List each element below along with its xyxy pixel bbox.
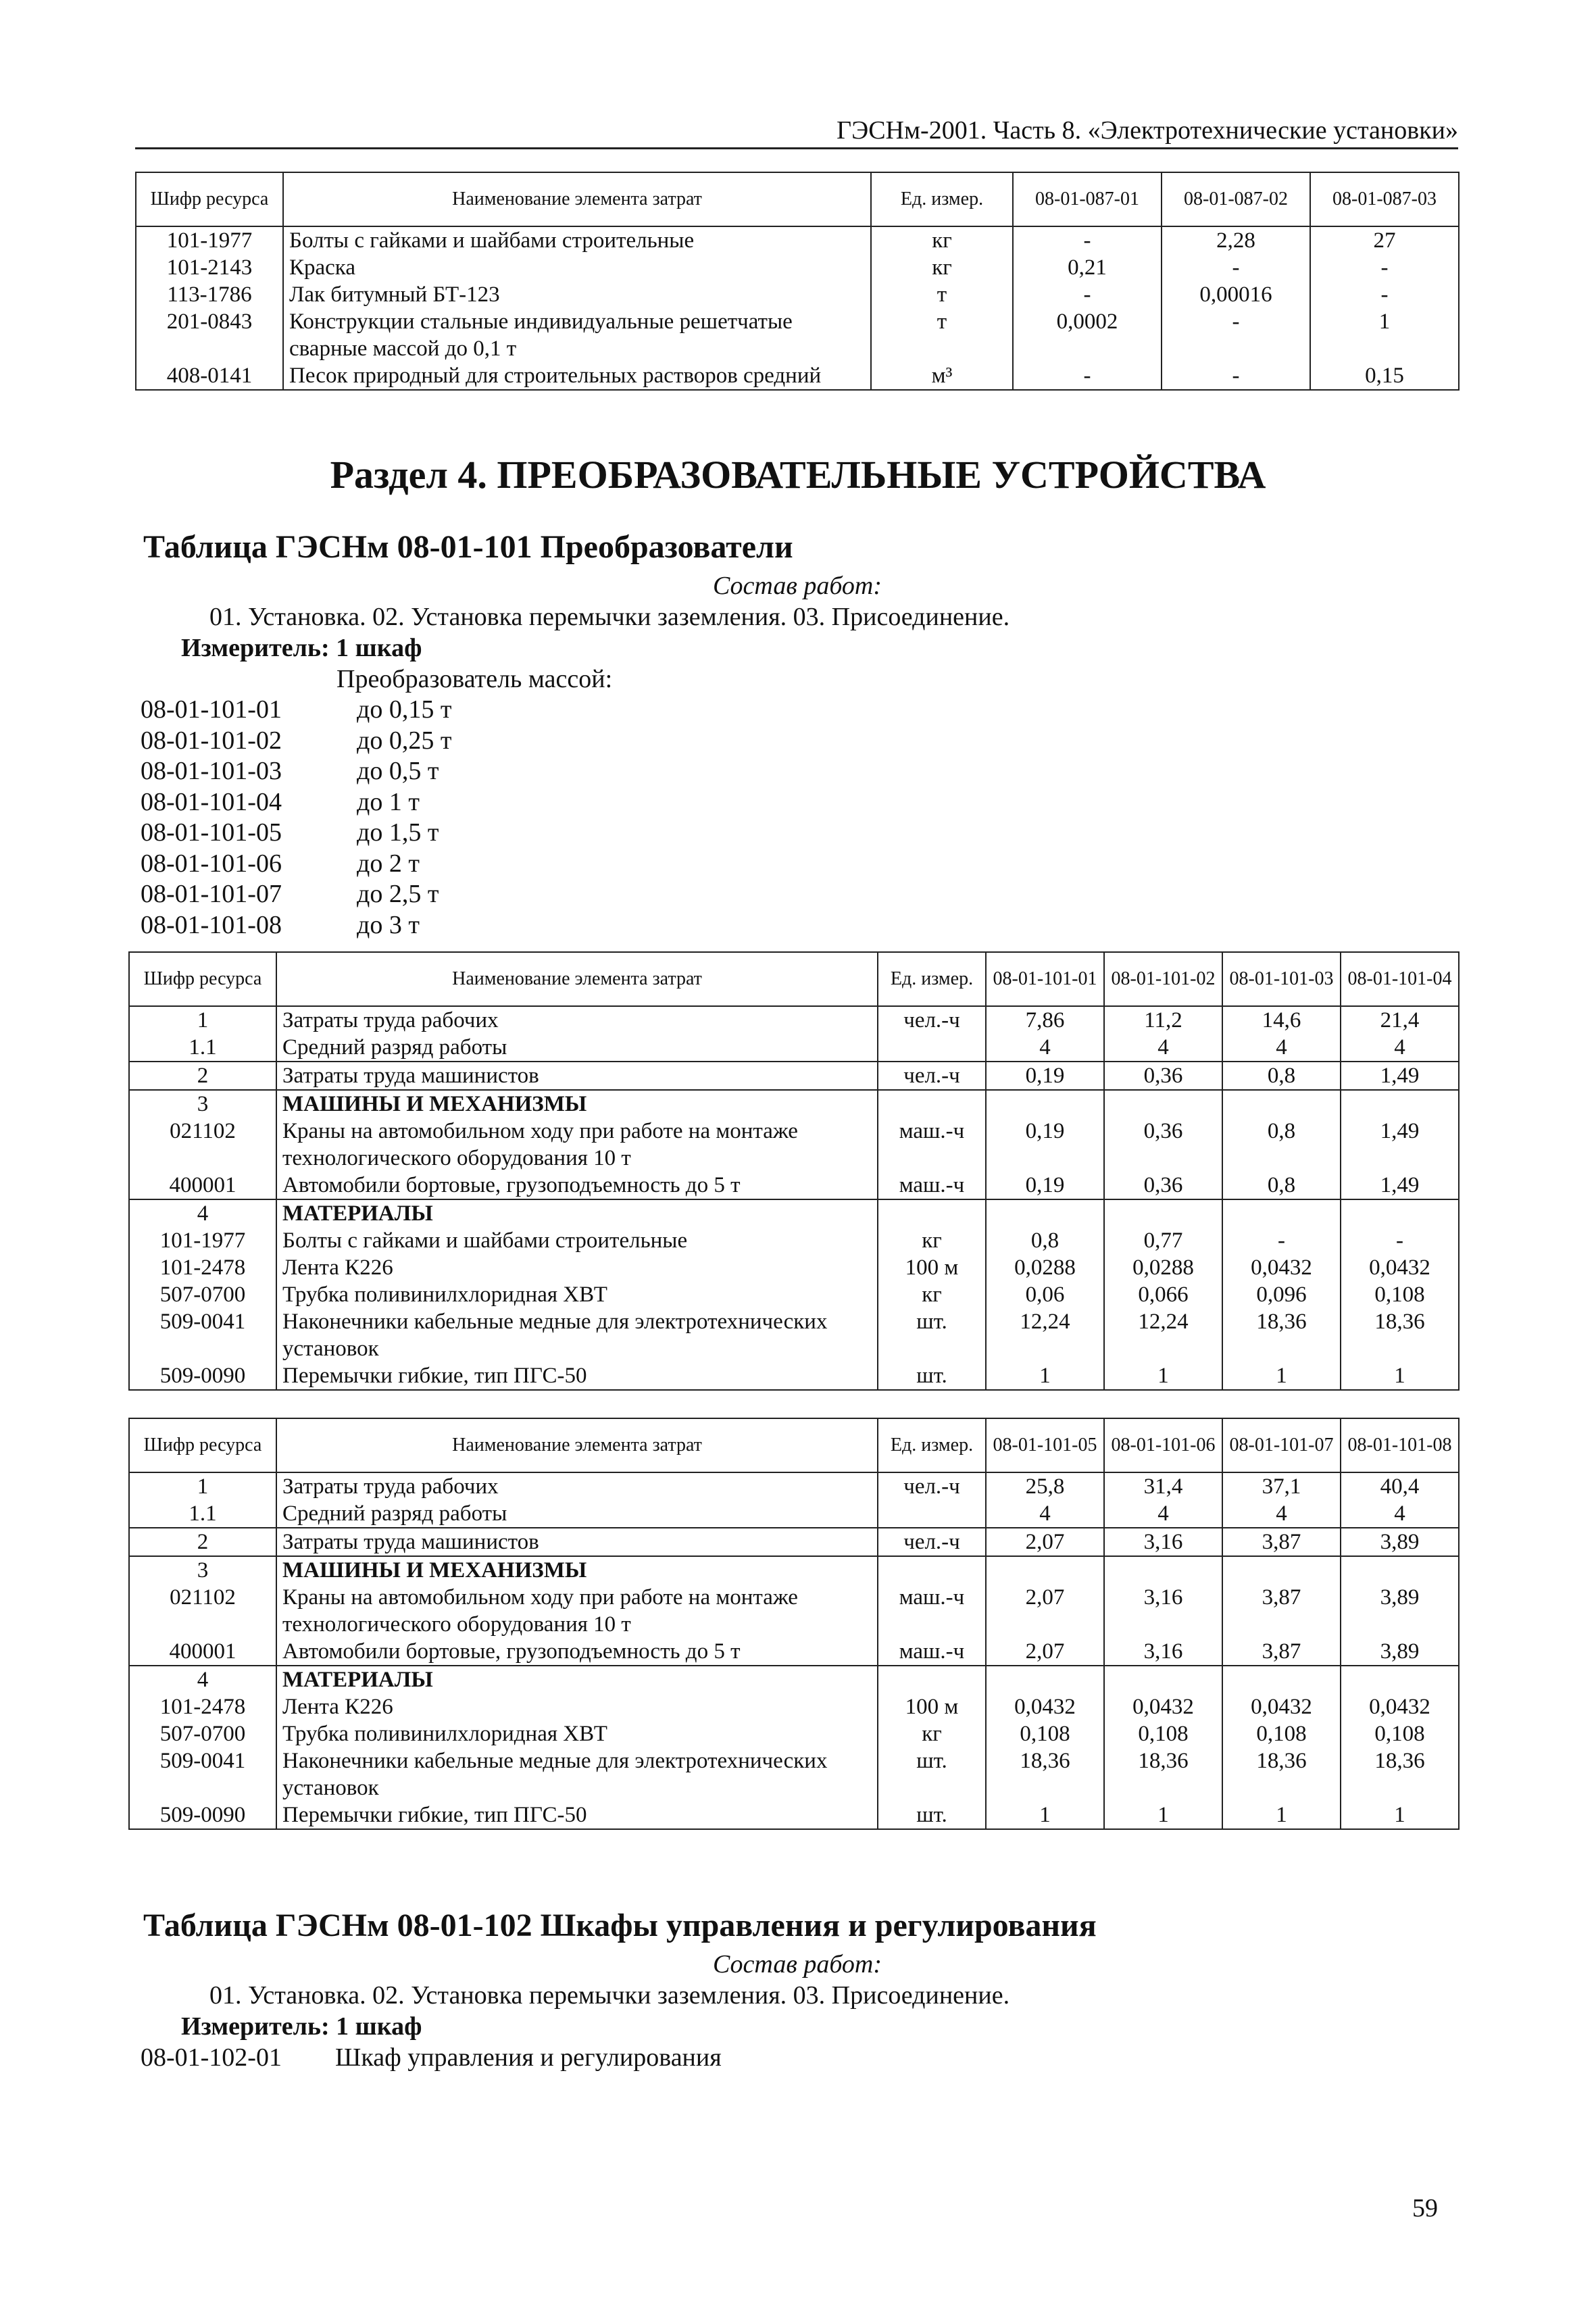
header-unit: Ед. измер. xyxy=(878,1418,986,1472)
cell-unit: т xyxy=(871,308,1013,362)
cell-value: 0,108 xyxy=(986,1720,1104,1747)
cell-name: Лента К226 xyxy=(276,1254,878,1281)
cell-code: 509-0041 xyxy=(129,1747,276,1801)
header-code: Шифр ресурса xyxy=(136,172,283,226)
cell-value: 0,21 xyxy=(1013,254,1162,281)
cell-value: 1 xyxy=(1222,1801,1341,1829)
table-row xyxy=(129,1090,1459,1118)
code-list-item xyxy=(141,818,451,849)
table-row xyxy=(129,1034,1459,1062)
cell-unit: шт. xyxy=(878,1747,986,1801)
table-row xyxy=(129,1556,1459,1584)
cell-value: - xyxy=(1013,226,1162,254)
cell-name: МАТЕРИАЛЫ xyxy=(276,1199,878,1227)
cell-value: 0,0288 xyxy=(1104,1254,1222,1281)
page-number: 59 xyxy=(1412,2194,1438,2222)
table-row xyxy=(129,1584,1459,1638)
code-list-101 xyxy=(141,695,451,941)
cell-value: 2,07 xyxy=(986,1528,1104,1556)
cell-value xyxy=(1104,1090,1222,1118)
table-title-102: Таблица ГЭСНм 08-01-102 Шкафы управления и регулирования xyxy=(143,1908,1097,1943)
code-list-item xyxy=(141,849,451,880)
cell-value: 4 xyxy=(1104,1500,1222,1528)
code-list-code: 08-01-101-08 xyxy=(141,910,282,939)
header-col: 08-01-101-08 xyxy=(1341,1418,1459,1472)
cell-code: 507-0700 xyxy=(129,1720,276,1747)
cell-value xyxy=(986,1556,1104,1584)
cell-name: Краны на автомобильном ходу при работе на монтаже технологического оборудования 10 т xyxy=(276,1118,878,1172)
header-col: 08-01-087-03 xyxy=(1310,172,1459,226)
cell-value: 0,19 xyxy=(986,1118,1104,1172)
cell-value: 18,36 xyxy=(1341,1308,1459,1362)
cell-name: Автомобили бортовые, грузоподъемность до 5 т xyxy=(276,1172,878,1199)
sostav-text-101: 01. Установка. 02. Установка перемычки заземления. 03. Присоединение. xyxy=(209,603,1010,631)
cell-unit: маш.-ч xyxy=(878,1584,986,1638)
cell-name: Средний разряд работы xyxy=(276,1500,878,1528)
code-list-code: 08-01-101-04 xyxy=(141,787,282,816)
cell-name: Средний разряд работы xyxy=(276,1034,878,1062)
sostav-text-102: 01. Установка. 02. Установка перемычки заземления. 03. Присоединение. xyxy=(209,1981,1010,2010)
code-list-desc: до 1,5 т xyxy=(357,818,439,847)
cell-unit xyxy=(878,1034,986,1062)
cell-value: 3,89 xyxy=(1341,1638,1459,1666)
code-list-item xyxy=(141,695,451,726)
header-code: Шифр ресурса xyxy=(129,1418,276,1472)
cell-name: Трубка поливинилхлоридная ХВТ xyxy=(276,1281,878,1308)
cell-value xyxy=(1104,1199,1222,1227)
cell-code: 201-0843 xyxy=(136,308,283,362)
table-row xyxy=(129,1747,1459,1801)
cell-value: 40,4 xyxy=(1341,1472,1459,1500)
cell-value: 18,36 xyxy=(1341,1747,1459,1801)
cell-unit: чел.-ч xyxy=(878,1528,986,1556)
code-list-desc: до 3 т xyxy=(357,910,420,939)
table-row xyxy=(136,362,1459,390)
cell-value: 4 xyxy=(1222,1500,1341,1528)
table-row xyxy=(129,1281,1459,1308)
cell-unit: кг xyxy=(878,1281,986,1308)
cell-value xyxy=(1341,1556,1459,1584)
header-col: 08-01-101-05 xyxy=(986,1418,1104,1472)
cell-name: Краска xyxy=(283,254,871,281)
table-row xyxy=(129,1254,1459,1281)
header-name: Наименование элемента затрат xyxy=(276,952,878,1006)
cell-name: Болты с гайками и шайбами строительные xyxy=(276,1227,878,1254)
cell-value: 0,0432 xyxy=(1104,1693,1222,1720)
cell-name: Затраты труда машинистов xyxy=(276,1062,878,1090)
table-row xyxy=(136,254,1459,281)
header-code: Шифр ресурса xyxy=(129,952,276,1006)
cell-value xyxy=(1222,1090,1341,1118)
cell-unit: шт. xyxy=(878,1801,986,1829)
code-list-code: 08-01-101-07 xyxy=(141,880,282,908)
cell-code: 1 xyxy=(129,1006,276,1034)
table-row xyxy=(129,1720,1459,1747)
cell-value: 0,77 xyxy=(1104,1227,1222,1254)
cell-value xyxy=(1222,1556,1341,1584)
cell-value xyxy=(1341,1666,1459,1693)
cell-value xyxy=(1104,1556,1222,1584)
cell-name: Песок природный для строительных растворов средний xyxy=(283,362,871,390)
table-row xyxy=(136,226,1459,254)
cell-value: 1 xyxy=(1341,1801,1459,1829)
cell-value: 0,0432 xyxy=(986,1693,1104,1720)
cell-name: Перемычки гибкие, тип ПГС-50 xyxy=(276,1801,878,1829)
cell-value: 7,86 xyxy=(986,1006,1104,1034)
cell-value: 25,8 xyxy=(986,1472,1104,1500)
cell-unit xyxy=(878,1199,986,1227)
table-row xyxy=(129,1227,1459,1254)
cell-code: 101-2478 xyxy=(129,1254,276,1281)
cell-code: 021102 xyxy=(129,1118,276,1172)
cell-value: 3,16 xyxy=(1104,1584,1222,1638)
cell-value: 0,8 xyxy=(1222,1172,1341,1199)
cell-name: Затраты труда машинистов xyxy=(276,1528,878,1556)
cell-unit: чел.-ч xyxy=(878,1006,986,1034)
header-col: 08-01-101-06 xyxy=(1104,1418,1222,1472)
cell-unit: маш.-ч xyxy=(878,1638,986,1666)
cell-value: 4 xyxy=(1341,1500,1459,1528)
code-list-desc: до 0,15 т xyxy=(357,695,452,724)
cell-value: 4 xyxy=(1341,1034,1459,1062)
header-unit: Ед. измер. xyxy=(878,952,986,1006)
table-row xyxy=(129,1638,1459,1666)
cell-code: 509-0041 xyxy=(129,1308,276,1362)
cell-name: Затраты труда рабочих xyxy=(276,1006,878,1034)
cell-value: 2,28 xyxy=(1162,226,1310,254)
cell-value: 1 xyxy=(1104,1801,1222,1829)
code-list-code: 08-01-101-02 xyxy=(141,726,282,755)
table-row xyxy=(136,308,1459,362)
cell-value: 1 xyxy=(986,1362,1104,1390)
cell-unit: 100 м xyxy=(878,1693,986,1720)
cell-unit: маш.-ч xyxy=(878,1172,986,1199)
cell-name: МАТЕРИАЛЫ xyxy=(276,1666,878,1693)
cell-value: 1 xyxy=(986,1801,1104,1829)
table-row xyxy=(129,1308,1459,1362)
code-list-item xyxy=(141,726,451,757)
cell-unit: чел.-ч xyxy=(878,1472,986,1500)
cell-unit: шт. xyxy=(878,1308,986,1362)
cell-name: Затраты труда рабочих xyxy=(276,1472,878,1500)
table-101-grid-a xyxy=(128,951,1460,1391)
cell-name: Наконечники кабельные медные для электротехнических установок xyxy=(276,1747,878,1801)
sostav-label-102: Состав работ: xyxy=(712,1950,882,1978)
header-col: 08-01-101-02 xyxy=(1104,952,1222,1006)
cell-code: 2 xyxy=(129,1528,276,1556)
cell-value: 3,89 xyxy=(1341,1584,1459,1638)
cell-value: 3,87 xyxy=(1222,1528,1341,1556)
desc-102: Шкаф управления и регулирования xyxy=(335,2043,722,2072)
cell-unit: кг xyxy=(878,1720,986,1747)
cell-value: 37,1 xyxy=(1222,1472,1341,1500)
cell-value: 18,36 xyxy=(1222,1308,1341,1362)
cell-value: 18,36 xyxy=(1222,1747,1341,1801)
cell-value: 0,8 xyxy=(986,1227,1104,1254)
cell-unit xyxy=(878,1500,986,1528)
cell-value: 0,108 xyxy=(1104,1720,1222,1747)
section-title: Раздел 4. ПРЕОБРАЗОВАТЕЛЬНЫЕ УСТРОЙСТВА xyxy=(330,453,1266,497)
cell-name: Конструкции стальные индивидуальные решетчатые сварные массой до 0,1 т xyxy=(283,308,871,362)
cell-value: 1,49 xyxy=(1341,1062,1459,1090)
cell-code: 113-1786 xyxy=(136,281,283,308)
table-101-grid-b xyxy=(128,1418,1460,1830)
cell-value xyxy=(1341,1199,1459,1227)
cell-code: 509-0090 xyxy=(129,1801,276,1829)
cell-name: Перемычки гибкие, тип ПГС-50 xyxy=(276,1362,878,1390)
header-col: 08-01-101-03 xyxy=(1222,952,1341,1006)
cell-value: 0,108 xyxy=(1341,1281,1459,1308)
cell-value: - xyxy=(1341,1227,1459,1254)
caption-101: Преобразователь массой: xyxy=(336,665,613,693)
table-row xyxy=(129,1062,1459,1090)
header-col: 08-01-087-01 xyxy=(1013,172,1162,226)
cell-value: 18,36 xyxy=(986,1747,1104,1801)
meter-101: Измеритель: 1 шкаф xyxy=(181,634,422,662)
cell-value: 0,06 xyxy=(986,1281,1104,1308)
cell-value: 1 xyxy=(1310,308,1459,362)
cell-code: 1.1 xyxy=(129,1500,276,1528)
header-col: 08-01-087-02 xyxy=(1162,172,1310,226)
cell-value xyxy=(986,1090,1104,1118)
code-list-code: 08-01-101-03 xyxy=(141,757,282,785)
cell-code: 101-1977 xyxy=(129,1227,276,1254)
code-list-desc: до 0,25 т xyxy=(357,726,452,755)
table-row xyxy=(129,1666,1459,1693)
cell-value: 3,89 xyxy=(1341,1528,1459,1556)
cell-value: 0,00016 xyxy=(1162,281,1310,308)
cell-value: - xyxy=(1310,281,1459,308)
header-col: 08-01-101-07 xyxy=(1222,1418,1341,1472)
cell-code: 2 xyxy=(129,1062,276,1090)
table-row xyxy=(129,1118,1459,1172)
cell-value: 21,4 xyxy=(1341,1006,1459,1034)
cell-value: - xyxy=(1013,362,1162,390)
code-list-item xyxy=(141,879,451,910)
cell-code: 101-2143 xyxy=(136,254,283,281)
cell-value: 3,16 xyxy=(1104,1528,1222,1556)
cell-value: 1 xyxy=(1222,1362,1341,1390)
table-row xyxy=(129,1172,1459,1199)
cell-value: 0,0002 xyxy=(1013,308,1162,362)
header-col: 08-01-101-01 xyxy=(986,952,1104,1006)
cell-value: - xyxy=(1310,254,1459,281)
cell-unit xyxy=(878,1090,986,1118)
table-row xyxy=(129,1006,1459,1034)
code-102: 08-01-102-01 xyxy=(141,2043,282,2072)
cell-value: 0,19 xyxy=(986,1172,1104,1199)
cell-value: 0,108 xyxy=(1341,1720,1459,1747)
cell-unit: маш.-ч xyxy=(878,1118,986,1172)
cell-value: 11,2 xyxy=(1104,1006,1222,1034)
code-list-code: 08-01-101-05 xyxy=(141,818,282,847)
cell-value: 0,0432 xyxy=(1341,1254,1459,1281)
cell-code: 101-2478 xyxy=(129,1693,276,1720)
cell-value: 1 xyxy=(1341,1362,1459,1390)
cell-value: 2,07 xyxy=(986,1638,1104,1666)
cell-value: 4 xyxy=(1104,1034,1222,1062)
top-table xyxy=(135,172,1460,391)
cell-unit: чел.-ч xyxy=(878,1062,986,1090)
cell-value: 3,16 xyxy=(1104,1638,1222,1666)
cell-value: 0,0432 xyxy=(1341,1693,1459,1720)
cell-value: 0,8 xyxy=(1222,1118,1341,1172)
cell-value: 2,07 xyxy=(986,1584,1104,1638)
cell-unit: 100 м xyxy=(878,1254,986,1281)
header-name: Наименование элемента затрат xyxy=(276,1418,878,1472)
code-list-desc: до 2 т xyxy=(357,849,420,878)
cell-value xyxy=(986,1666,1104,1693)
cell-value: 0,36 xyxy=(1104,1062,1222,1090)
cell-value: 0,36 xyxy=(1104,1118,1222,1172)
cell-value: - xyxy=(1162,254,1310,281)
code-list-code: 08-01-101-01 xyxy=(141,695,282,724)
cell-code: 400001 xyxy=(129,1638,276,1666)
cell-value: 0,36 xyxy=(1104,1172,1222,1199)
cell-value: 0,8 xyxy=(1222,1062,1341,1090)
code-list-item xyxy=(141,787,451,818)
cell-value: 12,24 xyxy=(986,1308,1104,1362)
cell-value: - xyxy=(1222,1227,1341,1254)
cell-unit: кг xyxy=(871,226,1013,254)
cell-value: 0,108 xyxy=(1222,1720,1341,1747)
cell-value: 0,0432 xyxy=(1222,1693,1341,1720)
cell-value: 1,49 xyxy=(1341,1118,1459,1172)
cell-code: 021102 xyxy=(129,1584,276,1638)
cell-code: 1.1 xyxy=(129,1034,276,1062)
table-row xyxy=(129,1801,1459,1829)
cell-value: 18,36 xyxy=(1104,1747,1222,1801)
cell-value: 0,096 xyxy=(1222,1281,1341,1308)
cell-code: 1 xyxy=(129,1472,276,1500)
sostav-label-101: Состав работ: xyxy=(712,572,882,600)
cell-value xyxy=(1341,1090,1459,1118)
code-list-desc: до 2,5 т xyxy=(357,880,439,908)
cell-value: 4 xyxy=(1222,1034,1341,1062)
table-row xyxy=(129,1693,1459,1720)
cell-unit xyxy=(878,1666,986,1693)
table-row xyxy=(129,1472,1459,1500)
cell-value xyxy=(1222,1666,1341,1693)
cell-code: 101-1977 xyxy=(136,226,283,254)
code-list-desc: до 1 т xyxy=(357,787,420,816)
cell-value: 4 xyxy=(986,1500,1104,1528)
cell-value: - xyxy=(1162,362,1310,390)
cell-unit: шт. xyxy=(878,1362,986,1390)
cell-value: 3,87 xyxy=(1222,1638,1341,1666)
cell-value: 1 xyxy=(1104,1362,1222,1390)
meter-102: Измеритель: 1 шкаф xyxy=(181,2012,422,2041)
cell-name: Лак битумный БТ-123 xyxy=(283,281,871,308)
cell-value: 12,24 xyxy=(1104,1308,1222,1362)
cell-value: 0,19 xyxy=(986,1062,1104,1090)
cell-unit: м³ xyxy=(871,362,1013,390)
cell-value: 4 xyxy=(986,1034,1104,1062)
cell-unit xyxy=(878,1556,986,1584)
cell-unit: кг xyxy=(871,254,1013,281)
cell-name: МАШИНЫ И МЕХАНИЗМЫ xyxy=(276,1090,878,1118)
cell-code: 507-0700 xyxy=(129,1281,276,1308)
cell-value: 27 xyxy=(1310,226,1459,254)
cell-name: Болты с гайками и шайбами строительные xyxy=(283,226,871,254)
cell-name: МАШИНЫ И МЕХАНИЗМЫ xyxy=(276,1556,878,1584)
cell-value: 14,6 xyxy=(1222,1006,1341,1034)
table-row xyxy=(129,1528,1459,1556)
cell-value: 0,0288 xyxy=(986,1254,1104,1281)
cell-value: 0,0432 xyxy=(1222,1254,1341,1281)
cell-code: 408-0141 xyxy=(136,362,283,390)
code-list-item xyxy=(141,756,451,787)
cell-name: Краны на автомобильном ходу при работе на монтаже технологического оборудования 10 т xyxy=(276,1584,878,1638)
code-list-code: 08-01-101-06 xyxy=(141,849,282,878)
table-row xyxy=(129,1362,1459,1390)
header-name: Наименование элемента затрат xyxy=(283,172,871,226)
cell-value: 0,15 xyxy=(1310,362,1459,390)
cell-unit: т xyxy=(871,281,1013,308)
cell-value: 1,49 xyxy=(1341,1172,1459,1199)
cell-name: Автомобили бортовые, грузоподъемность до 5 т xyxy=(276,1638,878,1666)
cell-value xyxy=(1222,1199,1341,1227)
cell-code: 509-0090 xyxy=(129,1362,276,1390)
cell-code: 4 xyxy=(129,1666,276,1693)
table-row xyxy=(129,1199,1459,1227)
cell-code: 400001 xyxy=(129,1172,276,1199)
cell-code: 4 xyxy=(129,1199,276,1227)
cell-code: 3 xyxy=(129,1090,276,1118)
cell-unit: кг xyxy=(878,1227,986,1254)
cell-code: 3 xyxy=(129,1556,276,1584)
cell-value: - xyxy=(1013,281,1162,308)
header-col: 08-01-101-04 xyxy=(1341,952,1459,1006)
cell-value: 31,4 xyxy=(1104,1472,1222,1500)
cell-name: Трубка поливинилхлоридная ХВТ xyxy=(276,1720,878,1747)
table-title-101: Таблица ГЭСНм 08-01-101 Преобразователи xyxy=(143,529,793,565)
code-list-desc: до 0,5 т xyxy=(357,757,439,785)
table-row xyxy=(129,1500,1459,1528)
cell-name: Наконечники кабельные медные для электротехнических установок xyxy=(276,1308,878,1362)
cell-value: 0,066 xyxy=(1104,1281,1222,1308)
cell-value xyxy=(1104,1666,1222,1693)
cell-value: - xyxy=(1162,308,1310,362)
table-row xyxy=(136,281,1459,308)
running-header: ГЭСНм-2001. Часть 8. «Электротехнические установки» xyxy=(135,114,1458,149)
cell-value: 3,87 xyxy=(1222,1584,1341,1638)
cell-name: Лента К226 xyxy=(276,1693,878,1720)
header-unit: Ед. измер. xyxy=(871,172,1013,226)
cell-value xyxy=(986,1199,1104,1227)
code-list-item xyxy=(141,910,451,941)
